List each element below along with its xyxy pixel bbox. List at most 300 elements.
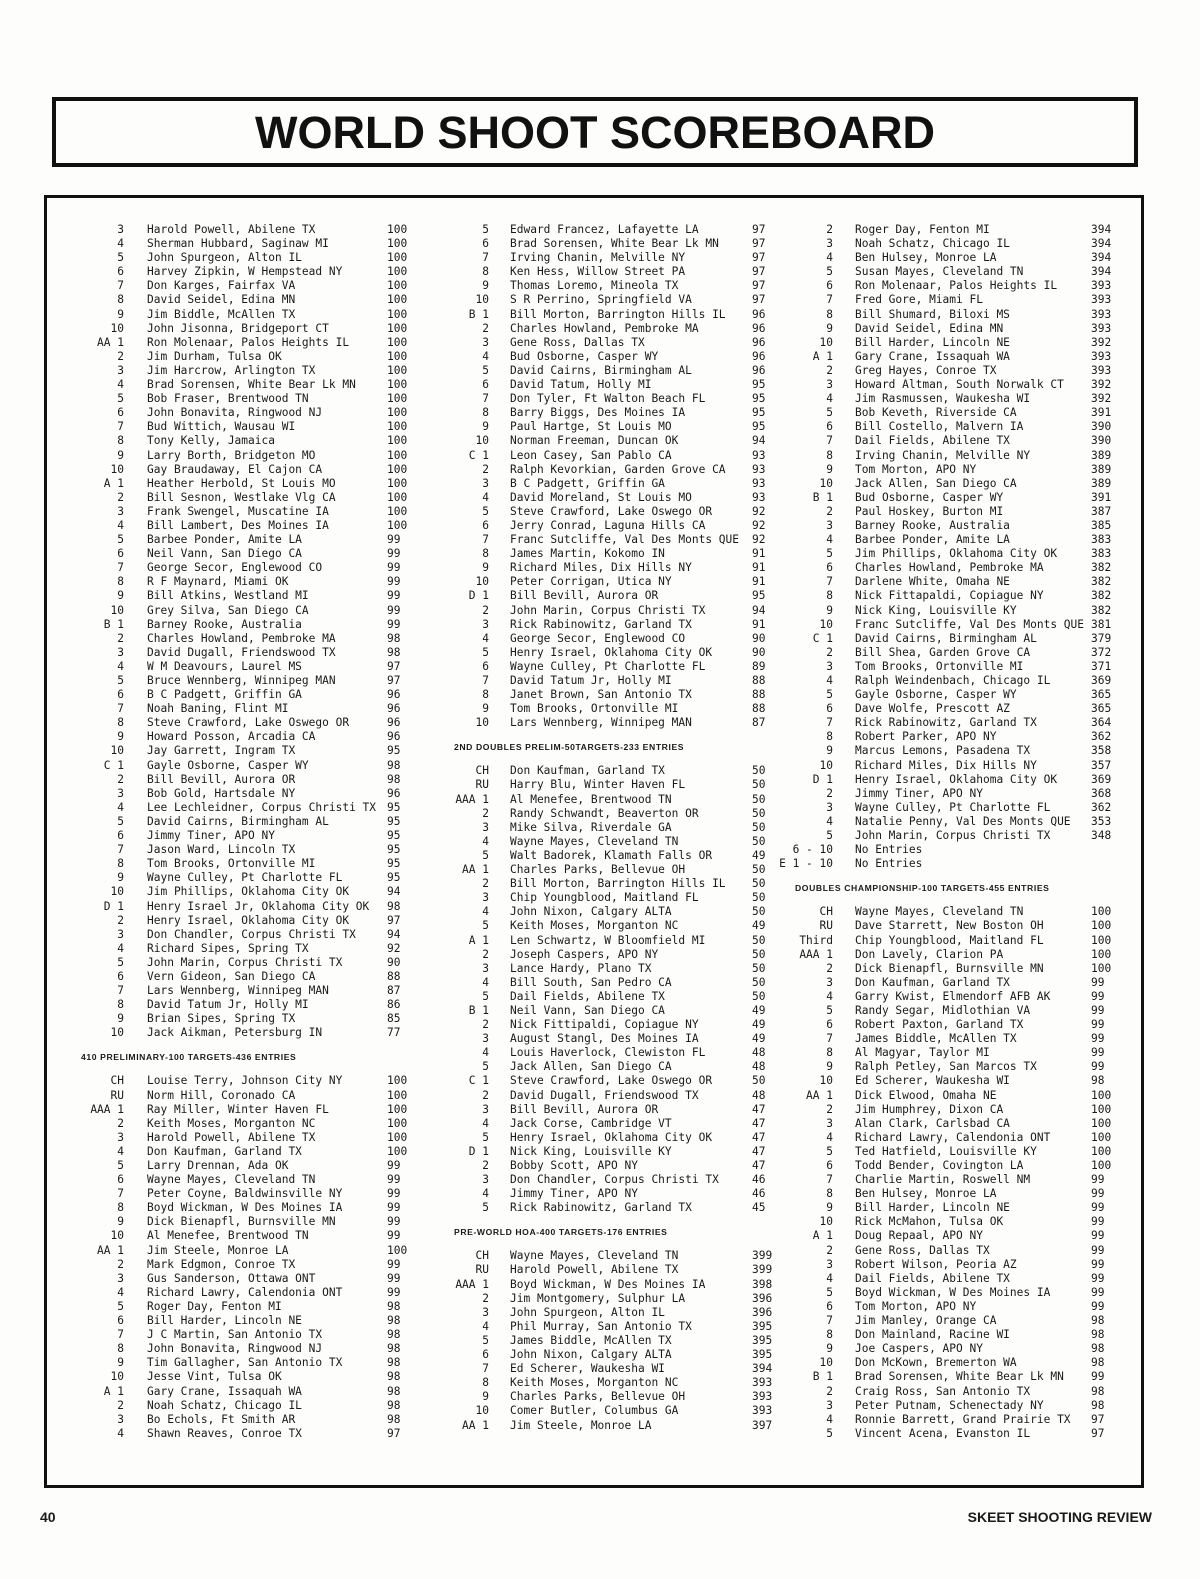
result-row	[79, 1201, 419, 1215]
shooter-name: Neil Vann, San Diego CA	[510, 1003, 665, 1017]
shooter-name: Walt Badorek, Klamath Falls OR	[510, 848, 713, 862]
section-header: PRE-WORLD HOA-400 TARGETS-176 ENTRIES	[454, 1227, 668, 1238]
shooter-name: Janet Brown, San Antonio TX	[510, 688, 692, 702]
result-row	[442, 519, 772, 533]
result-row	[442, 1089, 772, 1103]
place-label: 5	[482, 645, 489, 659]
page-title: WORLD SHOOT SCOREBOARD	[255, 107, 935, 158]
place-label: 7	[482, 533, 489, 547]
score-value: 100	[1091, 933, 1112, 947]
score-value: 95	[387, 800, 401, 814]
score-value: 87	[752, 716, 766, 730]
shooter-name: Bill Bevill, Aurora OR	[510, 589, 659, 603]
place-label: 7	[826, 716, 833, 730]
place-label: D 1	[468, 589, 489, 603]
score-value: 100	[387, 392, 408, 406]
place-label: 6	[482, 659, 489, 673]
shooter-name: David Dugall, Friendswood TX	[147, 645, 336, 659]
score-value: 94	[752, 603, 766, 617]
score-value: 98	[387, 772, 401, 786]
score-value: 50	[752, 947, 766, 961]
place-label: 10	[475, 434, 489, 448]
result-row	[79, 646, 419, 660]
result-row	[795, 505, 1140, 519]
shooter-name: Richard Sipes, Spring TX	[147, 941, 309, 955]
result-row	[795, 420, 1140, 434]
shooter-name: Mike Silva, Riverdale GA	[510, 820, 672, 834]
result-row	[79, 251, 419, 265]
place-label: 3	[826, 378, 833, 392]
column-1	[79, 223, 419, 1441]
place-label: 5	[117, 392, 124, 406]
score-value: 98	[387, 645, 401, 659]
result-row	[79, 1117, 419, 1131]
shooter-name: Jerry Conrad, Laguna Hills CA	[510, 518, 706, 532]
score-value: 100	[387, 251, 408, 265]
result-row	[442, 406, 772, 420]
result-row	[795, 547, 1140, 561]
score-value: 100	[387, 335, 408, 349]
place-label: 3	[482, 820, 489, 834]
place-label: 4	[826, 674, 833, 687]
shooter-name: Wayne Mayes, Cleveland TN	[147, 1173, 316, 1187]
shooter-name: David Cairns, Birmingham AL	[510, 363, 692, 377]
shooter-name: Frank Swengel, Muscatine IA	[147, 504, 329, 518]
shooter-name: John Bonavita, Ringwood NJ	[147, 1342, 323, 1356]
place-label: 8	[482, 547, 489, 561]
score-value: 95	[387, 829, 401, 843]
place-label: A 1	[812, 349, 833, 363]
score-value: 100	[1091, 1130, 1112, 1144]
shooter-name: Vincent Acena, Evanston IL	[855, 1426, 1031, 1440]
result-row	[795, 1286, 1140, 1300]
place-label: D 1	[468, 1144, 489, 1158]
place-label: 5	[482, 1201, 489, 1215]
shooter-name: Larry Drennan, Ada OK	[147, 1159, 289, 1172]
score-value: 99	[387, 575, 401, 589]
place-label: 5	[482, 363, 489, 377]
shooter-name: Bobby Scott, APO NY	[510, 1159, 638, 1172]
result-row	[79, 660, 419, 674]
shooter-name: James Biddle, McAllen TX	[510, 1333, 672, 1347]
result-row	[79, 308, 419, 322]
result-row	[795, 293, 1140, 307]
shooter-name: Barbee Ponder, Amite LA	[147, 533, 302, 547]
score-value: 97	[752, 265, 766, 279]
score-value: 100	[1091, 1144, 1112, 1158]
score-value: 90	[752, 631, 766, 645]
score-value: 100	[1091, 1159, 1112, 1172]
result-row	[795, 1046, 1140, 1060]
shooter-name: Jim Montgomery, Sulphur LA	[510, 1291, 686, 1305]
shooter-name: Darlene White, Omaha NE	[855, 575, 1010, 589]
result-row	[795, 934, 1140, 948]
score-value: 97	[752, 279, 766, 293]
place-label: D 1	[812, 772, 833, 786]
place-label: 5	[482, 848, 489, 862]
result-row	[795, 829, 1140, 843]
place-label: 9	[482, 561, 489, 575]
result-row	[442, 1046, 772, 1060]
score-value: 47	[752, 1130, 766, 1144]
place-label: 5	[117, 533, 124, 547]
shooter-name: Jim Humphrey, Dixon CA	[855, 1102, 1004, 1116]
place-label: 5	[482, 223, 489, 236]
result-row	[442, 378, 772, 392]
shooter-name: Tom Brooks, Ortonville MI	[510, 702, 679, 716]
place-label: 3	[482, 617, 489, 631]
result-row	[795, 1089, 1140, 1103]
shooter-name: John Jisonna, Bridgeport CT	[147, 321, 329, 335]
shooter-name: Charles Howland, Pembroke MA	[510, 321, 699, 335]
score-value: 100	[387, 1130, 408, 1144]
place-label: 8	[826, 1328, 833, 1342]
shooter-name: Irving Chanin, Melville NY	[510, 251, 686, 265]
result-row	[442, 793, 772, 807]
score-value: 50	[752, 764, 766, 778]
shooter-name: Susan Mayes, Cleveland TN	[855, 265, 1024, 279]
place-label: 8	[482, 688, 489, 702]
page-number: 40	[40, 1509, 56, 1525]
place-label: 2	[117, 772, 124, 786]
result-row	[79, 449, 419, 463]
place-label: 10	[475, 1404, 489, 1418]
score-value: 99	[387, 1285, 401, 1299]
result-row	[79, 1215, 419, 1229]
shooter-name: Franc Sutcliffe, Val Des Monts QUE	[510, 533, 740, 547]
result-row	[79, 1328, 419, 1342]
result-row	[442, 877, 772, 891]
place-label: 3	[826, 1398, 833, 1412]
score-value: 92	[387, 941, 401, 955]
score-value: 393	[1091, 321, 1112, 335]
shooter-name: David Tatum Jr, Holly MI	[147, 998, 309, 1012]
score-value: 98	[1091, 1398, 1105, 1412]
place-label: 3	[117, 1130, 124, 1144]
shooter-name: Neil Vann, San Diego CA	[147, 547, 302, 561]
score-value: 394	[1091, 223, 1112, 236]
shooter-name: Boyd Wickman, W Des Moines IA	[147, 1201, 343, 1215]
score-value: 46	[752, 1187, 766, 1201]
place-label: 5	[826, 406, 833, 420]
shooter-name: Ralph Kevorkian, Garden Grove CA	[510, 462, 726, 476]
result-row	[795, 589, 1140, 603]
place-label: 3	[482, 1102, 489, 1116]
place-label: 9	[117, 1215, 124, 1229]
shooter-name: Jim Phillips, Oklahoma City OK	[855, 547, 1058, 561]
place-label: 4	[482, 631, 489, 645]
result-row	[795, 1032, 1140, 1046]
shooter-name: J C Martin, San Antonio TX	[147, 1328, 323, 1342]
shooter-name: Noah Baning, Flint MI	[147, 702, 289, 716]
result-row	[79, 364, 419, 378]
place-label: 3	[117, 786, 124, 800]
place-label: 5	[482, 504, 489, 518]
result-row	[79, 604, 419, 618]
shooter-name: Bill Sesnon, Westlake Vlg CA	[147, 490, 336, 504]
score-value: 97	[752, 251, 766, 265]
shooter-name: Barry Biggs, Des Moines IA	[510, 406, 686, 420]
place-label: 7	[117, 843, 124, 857]
result-row	[79, 744, 419, 758]
shooter-name: Steve Crawford, Lake Oswego OR	[147, 716, 350, 730]
shooter-name: Todd Bender, Covington LA	[855, 1159, 1024, 1172]
place-label: 9	[117, 307, 124, 321]
result-row	[795, 1300, 1140, 1314]
shooter-name: Fred Gore, Miami FL	[855, 293, 983, 307]
result-row	[795, 1328, 1140, 1342]
shooter-name: Rick McMahon, Tulsa OK	[855, 1215, 1004, 1229]
place-label: 8	[482, 265, 489, 279]
score-value: 99	[1091, 1243, 1105, 1257]
result-row	[795, 660, 1140, 674]
score-value: 99	[1091, 1370, 1105, 1384]
result-row	[79, 1187, 419, 1201]
shooter-name: Franc Sutcliffe, Val Des Monts QUE	[855, 617, 1085, 631]
score-value: 49	[752, 1003, 766, 1017]
score-value: 97	[752, 223, 766, 236]
result-row	[795, 1272, 1140, 1286]
score-value: 50	[752, 933, 766, 947]
shooter-name: Ralph Weindenbach, Chicago IL	[855, 674, 1051, 687]
result-row	[795, 646, 1140, 660]
place-label: D 1	[103, 899, 124, 913]
score-value: 96	[752, 335, 766, 349]
shooter-name: Nick Fittipaldi, Copiague NY	[510, 1018, 699, 1032]
place-label: 4	[826, 989, 833, 1003]
result-row	[79, 293, 419, 307]
score-value: 364	[1091, 716, 1112, 730]
shooter-name: Wayne Mayes, Cleveland TN	[510, 1249, 679, 1263]
result-row	[795, 519, 1140, 533]
place-label: B 1	[468, 1003, 489, 1017]
place-label: 4	[826, 814, 833, 828]
result-row	[79, 716, 419, 730]
score-value: 50	[752, 975, 766, 989]
result-row	[442, 1348, 772, 1362]
result-row	[79, 279, 419, 293]
score-value: 96	[387, 688, 401, 702]
shooter-name: Chip Youngblood, Maitland FL	[510, 891, 699, 905]
place-label: 3	[117, 363, 124, 377]
place-label: 5	[117, 674, 124, 687]
score-value: 396	[752, 1291, 773, 1305]
shooter-name: David Seidel, Edina MN	[147, 293, 296, 307]
shooter-name: Natalie Penny, Val Des Monts QUE	[855, 814, 1071, 828]
place-label: 4	[117, 378, 124, 392]
result-row	[442, 1376, 772, 1390]
place-label: 9	[826, 1201, 833, 1215]
shooter-name: Tom Brooks, Ortonville MI	[147, 857, 316, 871]
shooter-name: Rick Rabinowitz, Garland TX	[855, 716, 1037, 730]
place-label: 6	[482, 378, 489, 392]
shooter-name: Dick Elwood, Omaha NE	[855, 1088, 997, 1102]
score-value: 93	[752, 476, 766, 490]
result-row	[79, 1413, 419, 1427]
shooter-name: Keith Moses, Morganton NC	[510, 1376, 679, 1390]
shooter-name: John Nixon, Calgary ALTA	[510, 905, 672, 919]
place-label: 2	[482, 1018, 489, 1032]
shooter-name: Jim Harcrow, Arlington TX	[147, 363, 316, 377]
place-label: 6	[826, 279, 833, 293]
place-label: 6	[117, 829, 124, 843]
place-label: 3	[117, 1412, 124, 1426]
result-row	[442, 632, 772, 646]
result-row	[79, 787, 419, 801]
score-value: 100	[1091, 1088, 1112, 1102]
column-2	[442, 223, 772, 1433]
shooter-name: Joseph Caspers, APO NY	[510, 947, 659, 961]
score-value: 95	[752, 406, 766, 420]
shooter-name: Jim Durham, Tulsa OK	[147, 349, 282, 363]
shooter-name: Randy Segar, Midlothian VA	[855, 1003, 1031, 1017]
place-label: 6	[482, 518, 489, 532]
result-row	[795, 1201, 1140, 1215]
result-row	[79, 406, 419, 420]
shooter-name: David Dugall, Friendswood TX	[510, 1088, 699, 1102]
shooter-name: Dave Starrett, New Boston OH	[855, 919, 1044, 933]
shooter-name: Henry Israel, Oklahoma City OK	[147, 913, 350, 927]
result-row	[795, 716, 1140, 730]
result-row	[79, 843, 419, 857]
result-row	[442, 778, 772, 792]
shooter-name: Bill Harder, Lincoln NE	[855, 335, 1010, 349]
score-value: 50	[752, 778, 766, 792]
place-label: 5	[826, 1285, 833, 1299]
shooter-name: Doug Repaal, APO NY	[855, 1229, 983, 1243]
place-label: 6 - 10	[792, 843, 833, 857]
result-row	[795, 1187, 1140, 1201]
place-label: 5	[482, 989, 489, 1003]
place-label: 9	[826, 603, 833, 617]
place-label: 3	[482, 1032, 489, 1046]
score-value: 98	[387, 899, 401, 913]
place-label: 7	[117, 702, 124, 716]
result-row	[442, 1145, 772, 1159]
shooter-name: Bill Harder, Lincoln NE	[855, 1201, 1010, 1215]
place-label: 2	[117, 631, 124, 645]
result-row	[795, 308, 1140, 322]
score-value: 393	[752, 1376, 773, 1390]
place-label: 6	[482, 1348, 489, 1362]
shooter-name: James Biddle, McAllen TX	[855, 1032, 1017, 1046]
result-row	[795, 1370, 1140, 1384]
score-value: 100	[387, 434, 408, 448]
result-row	[795, 406, 1140, 420]
result-row	[79, 322, 419, 336]
shooter-name: Dail Fields, Abilene TX	[855, 1271, 1010, 1285]
shooter-name: Gary Crane, Issaquah WA	[147, 1384, 302, 1398]
score-value: 94	[387, 927, 401, 941]
score-value: 48	[752, 1088, 766, 1102]
score-value: 100	[387, 1116, 408, 1130]
place-label: 4	[482, 1116, 489, 1130]
place-label: 4	[826, 1412, 833, 1426]
score-value: 93	[752, 462, 766, 476]
score-value: 95	[752, 378, 766, 392]
shooter-name: Ron Molenaar, Palos Heights IL	[147, 335, 350, 349]
shooter-name: John Bonavita, Ringwood NJ	[147, 406, 323, 420]
result-row	[795, 1117, 1140, 1131]
result-row	[795, 801, 1140, 815]
place-label: 3	[117, 223, 124, 236]
result-row	[795, 1103, 1140, 1117]
score-value: 98	[387, 1314, 401, 1328]
score-value: 368	[1091, 786, 1112, 800]
shooter-name: Harold Powell, Abilene TX	[510, 1263, 679, 1277]
place-label: 2	[826, 1243, 833, 1257]
place-label: 2	[826, 786, 833, 800]
place-label: 7	[826, 434, 833, 448]
result-row	[79, 1159, 419, 1173]
result-row	[795, 265, 1140, 279]
score-value: 100	[387, 1144, 408, 1158]
score-value: 99	[1091, 1187, 1105, 1201]
score-value: 94	[387, 885, 401, 899]
place-label: RU	[819, 919, 833, 933]
result-row	[442, 1074, 772, 1088]
score-value: 95	[387, 814, 401, 828]
result-row	[442, 807, 772, 821]
place-label: 2	[117, 1398, 124, 1412]
result-row	[79, 1026, 419, 1040]
shooter-name: Tom Morton, APO NY	[855, 1299, 977, 1313]
shooter-name: John Marin, Corpus Christi TX	[147, 955, 343, 969]
result-row	[795, 1399, 1140, 1413]
place-label: 4	[826, 1130, 833, 1144]
result-row	[795, 1018, 1140, 1032]
shooter-name: Len Schwartz, W Bloomfield MI	[510, 933, 706, 947]
result-row	[79, 984, 419, 998]
result-row	[442, 1249, 772, 1263]
place-label: 2	[482, 806, 489, 820]
result-row	[442, 948, 772, 962]
place-label: 7	[826, 1173, 833, 1187]
place-label: CH	[110, 1074, 124, 1088]
shooter-name: Randy Schwandt, Beaverton OR	[510, 806, 699, 820]
place-label: AAA 1	[799, 947, 833, 961]
result-row	[795, 322, 1140, 336]
score-value: 91	[752, 561, 766, 575]
place-label: 2	[482, 1088, 489, 1102]
shooter-name: Don Karges, Fairfax VA	[147, 279, 296, 293]
place-label: 8	[117, 293, 124, 307]
shooter-name: Jim Steele, Monroe LA	[510, 1418, 652, 1432]
score-value: 49	[752, 1032, 766, 1046]
shooter-name: Charles Howland, Pembroke MA	[855, 561, 1044, 575]
shooter-name: Craig Ross, San Antonio TX	[855, 1384, 1031, 1398]
shooter-name: Bill Lambert, Des Moines IA	[147, 518, 329, 532]
score-value: 99	[387, 1257, 401, 1271]
result-row	[442, 934, 772, 948]
shooter-name: Harry Blu, Winter Haven FL	[510, 778, 686, 792]
result-row	[795, 1004, 1140, 1018]
shooter-name: Leon Casey, San Pablo CA	[510, 448, 672, 462]
shooter-name: John Nixon, Calgary ALTA	[510, 1348, 672, 1362]
shooter-name: Don Kaufman, Garland TX	[855, 975, 1010, 989]
shooter-name: Henry Israel Jr, Oklahoma City OK	[147, 899, 370, 913]
shooter-name: Jack Allen, San Diego CA	[510, 1060, 672, 1074]
result-row	[442, 589, 772, 603]
shooter-name: Keith Moses, Morganton NC	[510, 919, 679, 933]
place-label: 2	[826, 645, 833, 659]
score-value: 99	[1091, 1003, 1105, 1017]
result-row	[442, 1390, 772, 1404]
shooter-name: Nick King, Louisville KY	[855, 603, 1017, 617]
shooter-name: Brad Sorensen, White Bear Lk MN	[147, 378, 356, 392]
score-value: 98	[1091, 1342, 1105, 1356]
score-value: 93	[752, 490, 766, 504]
